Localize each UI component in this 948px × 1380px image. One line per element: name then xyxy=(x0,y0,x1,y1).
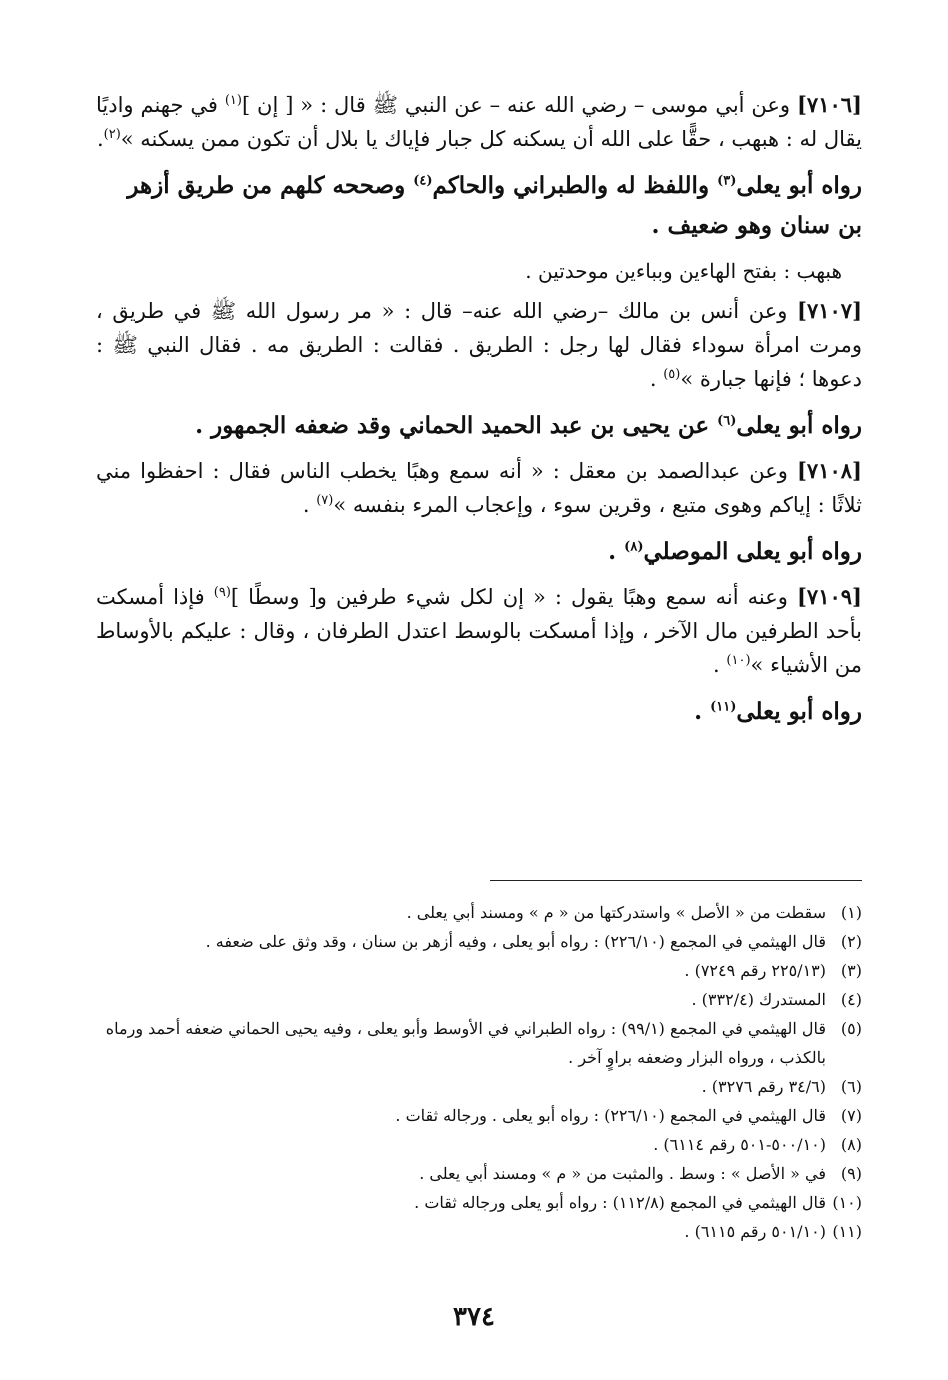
footnote-ref[interactable]: (٣) xyxy=(717,173,737,189)
footnote-ref[interactable]: (٥) xyxy=(663,367,681,382)
page-number: ٣٧٤ xyxy=(453,1302,495,1332)
period: . xyxy=(302,493,310,517)
footnote-ref[interactable]: (٤) xyxy=(413,173,433,189)
riwaya-7109 xyxy=(96,692,862,732)
footnote-ref[interactable]: (١) xyxy=(224,93,242,108)
hadith-text: وعن عبدالصمد بن معقل : « أنه سمع وهبًا يخطب الناس فقال : احفظوا مني ثلاثًا : إياكم وهوى متبع ، وقرين سوء ، وإعجاب المرء بنفسه » xyxy=(96,459,862,517)
riwaya-text: وصححه كلهم من طريق أزهر بن سنان وهو ضعيف . xyxy=(127,172,862,239)
footnote-ref[interactable]: (١٠) xyxy=(726,653,751,668)
footnote-item xyxy=(96,956,862,985)
footnote-number: (١١) xyxy=(832,1222,862,1241)
main-text xyxy=(96,88,862,740)
explanatory-note: هبهب : بفتح الهاءين وبباءين موحدتين . xyxy=(525,259,842,283)
footnote-ref[interactable]: (١١) xyxy=(710,699,737,715)
riwaya-7108 xyxy=(96,532,862,572)
period: . xyxy=(694,698,703,725)
footnote-item xyxy=(96,1130,862,1159)
footnote-text: (٥٠١/١٠ رقم ٦١١٥) . xyxy=(684,1222,826,1241)
footnote-item xyxy=(96,985,862,1014)
footnote-ref[interactable]: (٢) xyxy=(103,127,121,142)
footnote-divider xyxy=(490,880,862,881)
footnote-item xyxy=(96,1014,862,1072)
riwaya-text: رواه أبو يعلى xyxy=(736,172,862,199)
footnote-number: (٦) xyxy=(840,1077,862,1096)
riwaya-text: رواه أبو يعلى الموصلي xyxy=(643,538,862,565)
footnote-text: قال الهيثمي في المجمع (١١٢/٨) : رواه أبو يعلى ورجاله ثقات . xyxy=(414,1193,826,1212)
hadith-7106 xyxy=(96,88,862,156)
footnote-item xyxy=(96,898,862,927)
period: . xyxy=(649,367,657,391)
footnote-number: (٤) xyxy=(840,990,862,1009)
riwaya-7107 xyxy=(96,406,862,446)
footnote-item xyxy=(96,1217,862,1246)
footnote-text: قال الهيثمي في المجمع (٢٢٦/١٠) : رواه أبو يعلى ، وفيه أزهر بن سنان ، وقد وثق على ضعفه . xyxy=(205,932,826,951)
footnote-number: (٢) xyxy=(840,932,862,951)
footnote-text: في « الأصل » : وسط . والمثبت من « م » ومسند أبي يعلى . xyxy=(419,1164,826,1183)
footnote-text: (٥٠٠/١٠-٥٠١ رقم ٦١١٤) . xyxy=(653,1135,826,1154)
footnote-item xyxy=(96,1159,862,1188)
footnotes-section xyxy=(96,898,862,1246)
riwaya-text: رواه أبو يعلى xyxy=(736,698,862,725)
hadith-7107 xyxy=(96,294,862,396)
footnote-ref[interactable]: (٦) xyxy=(717,413,737,429)
hadith-text: وعن أنس بن مالك –رضي الله عنه– قال : « مر رسول الله ﷺ في طريق ، ومرت امرأة سوداء فقال لها رجل : الطريق . فقالت : الطريق مه . فقال النبي ﷺ : دعوها ؛ فإنها جبارة » xyxy=(96,299,862,391)
hadith-number: [٧١٠٦] xyxy=(796,92,862,117)
hadith-7109 xyxy=(96,580,862,682)
footnote-item xyxy=(96,1072,862,1101)
footnote-number: (٥) xyxy=(840,1019,862,1038)
footnote-item xyxy=(96,1188,862,1217)
footnote-text: قال الهيثمي في المجمع (٩٩/١) : رواه الطبراني في الأوسط وأبو يعلى ، وفيه يحيى الحماني ضعفه أحمد ورماه بالكذب ، ورواه البزار وضعفه براوٍ آخر . xyxy=(105,1019,826,1067)
hadith-number: [٧١٠٩] xyxy=(796,584,862,609)
riwaya-7106 xyxy=(96,166,862,246)
footnote-text: (٢٢٥/١٣ رقم ٧٢٤٩) . xyxy=(684,961,826,980)
footnote-ref[interactable]: (٧) xyxy=(316,493,334,508)
footnote-number: (٧) xyxy=(840,1106,862,1125)
footnote-item xyxy=(96,927,862,956)
hadith-number: [٧١٠٧] xyxy=(797,298,862,323)
period: . xyxy=(96,127,104,151)
footnote-number: (١) xyxy=(840,903,862,922)
hadith-text-cont: فإذا أمسكت بأحد الطرفين مال الآخر ، وإذا أمسكت بالوسط اعتدل الطرفان ، وقال : عليكم بالأوساط من الأشياء » xyxy=(96,585,862,677)
period: . xyxy=(713,653,720,677)
riwaya-text: عن يحيى بن عبد الحميد الحماني وقد ضعفه الجمهور . xyxy=(195,412,710,439)
footnote-text: المستدرك (٣٣٢/٤) . xyxy=(691,990,826,1009)
hadith-text-cont: في جهنم واديًا يقال له : هبهب ، حقًّا على الله أن يسكنه كل جبار فإياك يا بلال أن تكون ممن يسكنه » xyxy=(96,93,862,151)
footnote-item xyxy=(96,1101,862,1130)
footnote-ref[interactable]: (٨) xyxy=(624,539,644,555)
footnote-number: (٣) xyxy=(840,961,862,980)
footnote-ref[interactable]: (٩) xyxy=(213,585,231,600)
riwaya-text: واللفظ له والطبراني والحاكم xyxy=(432,172,710,199)
footnote-number: (٨) xyxy=(840,1135,862,1154)
footnote-text: سقطت من « الأصل » واستدركتها من « م » ومسند أبي يعلى . xyxy=(406,903,826,922)
footnote-text: قال الهيثمي في المجمع (٢٢٦/١٠) : رواه أبو يعلى . ورجاله ثقات . xyxy=(395,1106,826,1125)
footnote-text: (٣٤/٦ رقم ٣٢٧٦) . xyxy=(701,1077,826,1096)
footnote-number: (٩) xyxy=(840,1164,862,1183)
hadith-text: وعنه أنه سمع وهبًا يقول : « إن لكل شيء طرفين و[ وسطًا ] xyxy=(230,585,788,609)
period: . xyxy=(608,538,617,565)
footnote-number: (١٠) xyxy=(832,1193,862,1212)
hadith-number: [٧١٠٨] xyxy=(796,458,862,483)
riwaya-text: رواه أبو يعلى xyxy=(736,412,862,439)
hadith-text: وعن أبي موسى – رضي الله عنه – عن النبي ﷺ قال : « [ إن ] xyxy=(241,93,791,117)
hadith-7108 xyxy=(96,454,862,522)
